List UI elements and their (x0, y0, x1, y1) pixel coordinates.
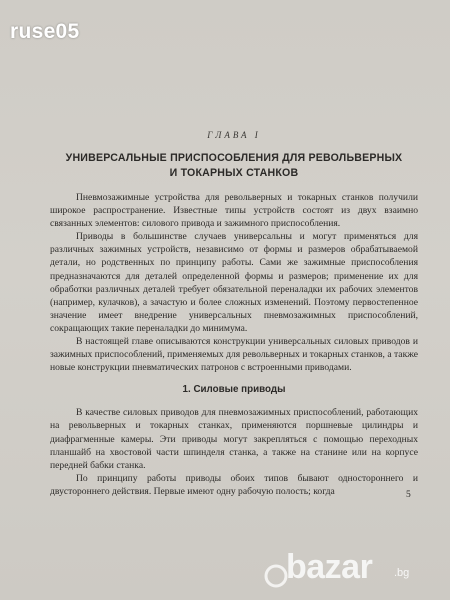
chapter-label: ГЛАВА I (207, 130, 261, 140)
watermark-seller: ruse05 (10, 20, 80, 43)
paragraph-3: В настоящей главе описываются конструкции универсальных силовых приводов и зажимных приспособлений, применяемых для револьверных и токарных станков, а также новые конструкции пневматических патронов с встроенными приводами. (50, 336, 418, 374)
section-paragraph-2: По принципу работы приводы обоих типов бывают одностороннего и двустороннего действия. Первые имеют одну рабочую полость; когда (50, 472, 418, 497)
page-content (50, 130, 418, 498)
chapter-title-line-2: И ТОКАРНЫХ СТАНКОВ (169, 167, 299, 179)
chapter-title-line-1: УНИВЕРСАЛЬНЫЕ ПРИСПОСОБЛЕНИЯ ДЛЯ РЕВОЛЬВЕРНЫХ (65, 152, 403, 164)
paragraph-1: Пневмозажимные устройства для револьверных и токарных станков получили широкое распространение. Известные типы устройств состоят из двух взаимно связанных элементов: силового привода и зажимного приспособления. (50, 192, 418, 230)
section-paragraph-1: В качестве силовых приводов для пневмозажимных приспособлений, работающих на револьверных и токарных станках, применяются поршневые цилиндры и диафрагменные камеры. Эти приводы могут закрепляться с помощью переходных планшайб на хвостовой части шпинделя станка, а также на станине или на корпусе передней бабки станка. (50, 407, 418, 471)
chapter-title (50, 151, 418, 181)
section-heading: 1. Силовые приводы (182, 384, 286, 396)
page-number: 5 (406, 490, 411, 500)
watermark-bazar: bazar (286, 548, 373, 586)
paragraph-2: Приводы в большинстве случаев универсальны и могут применяться для различных зажимных устройств, независимо от формы и размеров обрабатываемой детали, но родственных по принципу работы. Сами же зажимные приспособления предназначаются для деталей определенной формы и размеров; применение их для обработки различных деталей требует обязательной переналадки их рабочих элементов (например, кулачков), а зачастую и более сложных изменений. Поэтому первостепенное значение имеет внедрение универсальных пневмозажимных приспособлений, сокращающих такие переналадки до минимума. (50, 231, 418, 334)
watermark-bazar-suffix: .bg (394, 567, 410, 579)
